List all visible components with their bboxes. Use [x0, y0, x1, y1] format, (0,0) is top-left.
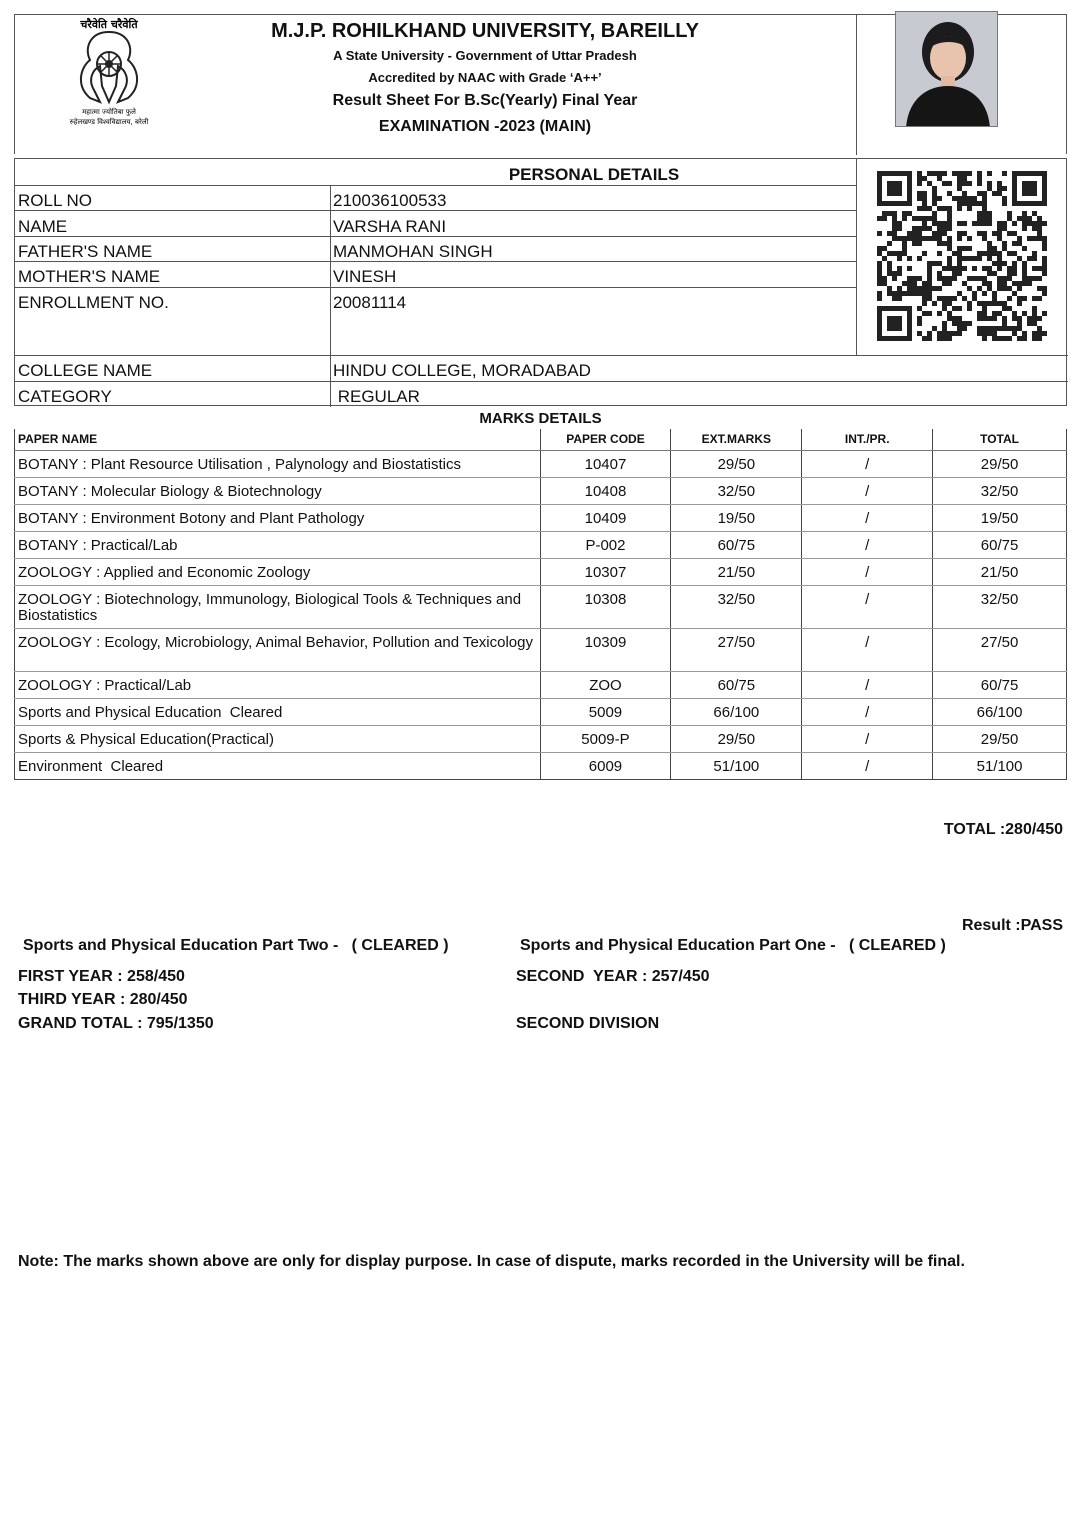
table-row	[15, 698, 1067, 725]
ext-marks: 21/50	[671, 558, 802, 585]
category-value: REGULAR	[333, 387, 420, 406]
int-marks: /	[802, 477, 933, 504]
col-paper-name: PAPER NAME	[15, 429, 541, 450]
ext-marks: 29/50	[671, 450, 802, 477]
table-row	[15, 477, 1067, 504]
total-marks: 21/50	[933, 558, 1067, 585]
name-label: NAME	[18, 217, 68, 236]
col-ext-marks: EXT.MARKS	[671, 429, 802, 450]
college-name-label: COLLEGE NAME	[18, 361, 153, 380]
col-int-pr: INT./PR.	[802, 429, 933, 450]
paper-name: BOTANY : Environment Botony and Plant Pathology	[15, 504, 541, 531]
int-marks: /	[802, 531, 933, 558]
total-marks: 60/75	[933, 531, 1067, 558]
examination-title: EXAMINATION -2023 (MAIN)	[378, 118, 592, 135]
father-name-value: MANMOHAN SINGH	[333, 242, 493, 261]
paper-name: Sports & Physical Education(Practical)	[15, 725, 541, 752]
total-marks: 51/100	[933, 752, 1067, 779]
university-logo	[50, 6, 168, 128]
total-marks: 19/50	[933, 504, 1067, 531]
result-status: Result :PASS	[961, 917, 1063, 934]
int-marks: /	[802, 698, 933, 725]
total-marks: 32/50	[933, 585, 1067, 628]
int-marks: /	[802, 558, 933, 585]
table-row	[15, 450, 1067, 477]
paper-name: ZOOLOGY : Applied and Economic Zoology	[15, 558, 541, 585]
int-marks: /	[802, 725, 933, 752]
division: SECOND DIVISION	[516, 1015, 660, 1032]
ext-marks: 19/50	[671, 504, 802, 531]
enrollment-label: ENROLLMENT NO.	[18, 293, 169, 312]
third-year-marks: THIRD YEAR : 280/450	[18, 991, 188, 1008]
paper-code: ZOO	[540, 671, 671, 698]
ext-marks: 51/100	[671, 752, 802, 779]
int-marks: /	[802, 752, 933, 779]
personal-details-section	[14, 158, 1067, 406]
ext-marks: 60/75	[671, 531, 802, 558]
paper-code: 10308	[540, 585, 671, 628]
logo-motto: चरैवेति चरैवेति	[80, 18, 138, 31]
table-row	[15, 585, 1067, 628]
mother-name-value: VINESH	[333, 267, 397, 286]
paper-name: BOTANY : Molecular Biology & Biotechnology	[15, 477, 541, 504]
logo-caption-1: महात्मा ज्योतिबा फुले	[82, 108, 136, 116]
ext-marks: 32/50	[671, 477, 802, 504]
roll-no-value: 210036100533	[333, 191, 447, 210]
int-marks: /	[802, 585, 933, 628]
paper-code: 5009-P	[540, 725, 671, 752]
total-marks: 32/50	[933, 477, 1067, 504]
result-sheet-title: Result Sheet For B.Sc(Yearly) Final Year	[332, 92, 638, 109]
total-marks: 60/75	[933, 671, 1067, 698]
table-row	[15, 752, 1067, 779]
first-year-marks: FIRST YEAR : 258/450	[18, 968, 185, 985]
table-row	[15, 725, 1067, 752]
int-marks: /	[802, 628, 933, 671]
paper-code: 10408	[540, 477, 671, 504]
student-photo	[895, 11, 998, 127]
marks-details-heading: MARKS DETAILS	[479, 410, 602, 427]
table-row	[15, 504, 1067, 531]
paper-code: 10307	[540, 558, 671, 585]
marks-table	[14, 429, 1067, 780]
paper-name: BOTANY : Practical/Lab	[15, 531, 541, 558]
enrollment-value: 20081114	[333, 293, 407, 312]
category-label: CATEGORY	[18, 387, 112, 406]
name-value: VARSHA RANI	[333, 217, 447, 236]
paper-name: ZOOLOGY : Practical/Lab	[15, 671, 541, 698]
paper-code: 10409	[540, 504, 671, 531]
ext-marks: 29/50	[671, 725, 802, 752]
paper-name: BOTANY : Plant Resource Utilisation , Palynology and Biostatistics	[15, 450, 541, 477]
paper-code: P-002	[540, 531, 671, 558]
int-marks: /	[802, 671, 933, 698]
university-status: A State University - Government of Uttar Pradesh	[333, 48, 637, 63]
sports-part-two-status: Sports and Physical Education Part Two - ( CLEARED )	[23, 937, 449, 954]
paper-code: 5009	[540, 698, 671, 725]
paper-name: ZOOLOGY : Biotechnology, Immunology, Biological Tools & Techniques and Biostatistics	[15, 585, 541, 628]
table-row	[15, 671, 1067, 698]
table-row	[15, 531, 1067, 558]
second-year-marks: SECOND YEAR : 257/450	[516, 968, 710, 985]
university-name: M.J.P. ROHILKHAND UNIVERSITY, BAREILLY	[271, 20, 699, 42]
col-paper-code: PAPER CODE	[540, 429, 671, 450]
int-marks: /	[802, 504, 933, 531]
paper-name: ZOOLOGY : Ecology, Microbiology, Animal Behavior, Pollution and Texicology	[15, 628, 541, 671]
paper-code: 10309	[540, 628, 671, 671]
ext-marks: 32/50	[671, 585, 802, 628]
col-total: TOTAL	[933, 429, 1067, 450]
roll-no-label: ROLL NO	[18, 191, 93, 210]
total-marks: 29/50	[933, 450, 1067, 477]
int-marks: /	[802, 450, 933, 477]
paper-name: Environment Cleared	[15, 752, 541, 779]
total-marks: 66/100	[933, 698, 1067, 725]
total-marks-summary: TOTAL :280/450	[943, 821, 1063, 838]
accreditation: Accredited by NAAC with Grade ‘A++’	[368, 70, 602, 85]
qr-code	[877, 171, 1047, 341]
ext-marks: 66/100	[671, 698, 802, 725]
logo-caption-2: रुहेलखण्ड विश्वविद्यालय, बरेली	[69, 118, 149, 126]
mother-name-label: MOTHER'S NAME	[18, 267, 161, 286]
total-marks: 29/50	[933, 725, 1067, 752]
paper-name: Sports and Physical Education Cleared	[15, 698, 541, 725]
disclaimer-note: Note: The marks shown above are only for display purpose. In case of dispute, marks recorded in the University will be final.	[18, 1253, 965, 1270]
table-row	[15, 558, 1067, 585]
grand-total: GRAND TOTAL : 795/1350	[18, 1015, 214, 1032]
college-name-value: HINDU COLLEGE, MORADABAD	[333, 361, 591, 380]
sports-part-one-status: Sports and Physical Education Part One - ( CLEARED )	[520, 937, 946, 954]
ext-marks: 60/75	[671, 671, 802, 698]
table-row	[15, 628, 1067, 671]
ext-marks: 27/50	[671, 628, 802, 671]
paper-code: 10407	[540, 450, 671, 477]
paper-code: 6009	[540, 752, 671, 779]
total-marks: 27/50	[933, 628, 1067, 671]
father-name-label: FATHER'S NAME	[18, 242, 153, 261]
personal-details-heading: PERSONAL DETAILS	[508, 165, 680, 184]
